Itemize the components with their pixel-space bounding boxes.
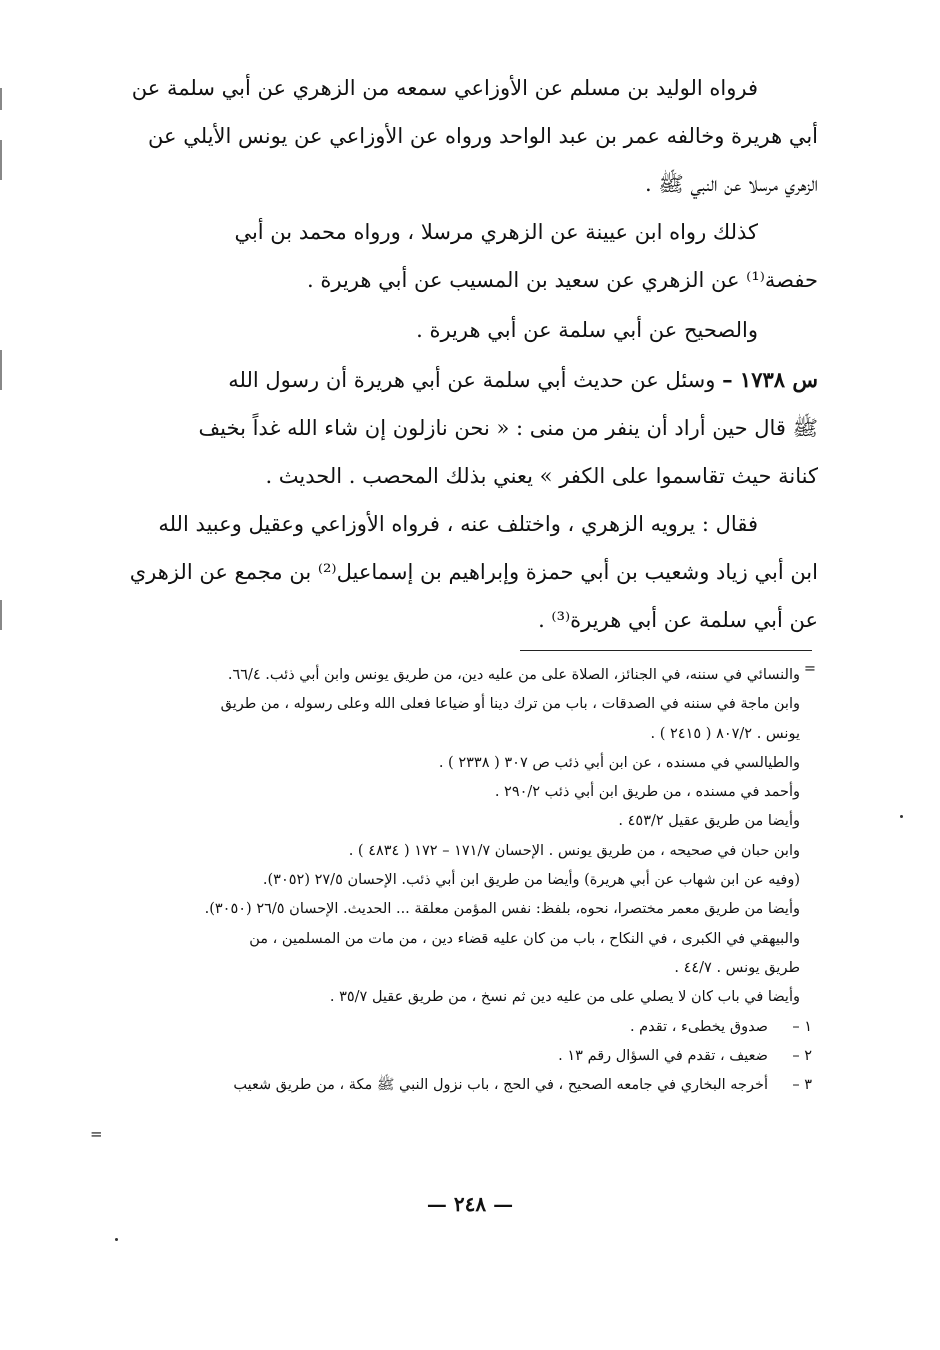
text-line (118, 356, 818, 404)
footnote-text: صدوق يخطىء ، تقدم . (629, 1018, 768, 1035)
paragraph-3 (118, 306, 818, 354)
scan-edge-mark (0, 140, 2, 180)
paragraph-2 (118, 208, 818, 304)
paragraph-1 (118, 64, 818, 208)
footnote-line: وابن حبان في صحيحه ، من طريق يونس . الإحسان ١٧١/٧ – ١٧٢ ( ٤٨٣٤ ) . (348, 842, 800, 859)
page-number: — ٢٤٨ — (426, 1192, 514, 1216)
footnote-text: أخرجه البخاري في جامعه الصحيح ، في الحج ، باب نزول النبي ﷺ مكة ، من طريق شعيب (233, 1077, 768, 1094)
scan-edge-mark (0, 600, 2, 630)
answer-paragraph (118, 500, 818, 644)
text-line: كنانة حيث تقاسموا على الكفر » يعني بذلك المحصب . الحديث . (265, 464, 818, 488)
scan-edge-mark (0, 350, 2, 390)
continued-mark: = (803, 661, 816, 677)
footnote-item (100, 1071, 812, 1100)
scan-speck (900, 815, 903, 818)
footnote-line: والنسائي في سننه، في الجنائز، الصلاة على من عليه دين، من طريق يونس وابن أبي ذئب. ٦٦/٤. (227, 667, 800, 683)
text-line: فرواه الوليد بن مسلم عن الأوزاعي سمعه من الزهري عن أبي سلمة عن (131, 76, 758, 100)
text-line: والصحيح عن أبي سلمة عن أبي هريرة . (416, 318, 758, 342)
footnote-line: يونس . ٨٠٧/٢ ( ٢٤١٥ ) . (650, 725, 800, 742)
text-line: الزهري مرسلا عن النبي ﷺ . (645, 172, 818, 196)
footnote-line: وأيضا من طريق معمر مختصرا، نحوه، بلفظ: نفس المؤمن معلقة ... الحديث. الإحسان ٢٦/٥ (٣٠٥٠). (204, 901, 800, 918)
footnote-separator (520, 650, 812, 651)
text-line: أبي هريرة وخالفه عمر بن عبد الواحد ورواه عن الأوزاعي عن يونس الأيلي عن (148, 124, 818, 148)
footnote-number: ٢ – (792, 1047, 812, 1064)
footnote-number: ٣ – (792, 1077, 812, 1094)
question-text: وسئل عن حديث أبي سلمة عن أبي هريرة أن رسول الله (228, 368, 716, 392)
text-line: عن أبي سلمة عن أبي هريرة⁽³⁾ . (538, 608, 818, 632)
footnote-line: وأحمد في مسنده ، من طريق ابن أبي ذئب ٢٩٠/٢ . (494, 784, 800, 801)
footnotes (100, 661, 816, 1100)
continues-mark: = (90, 1125, 103, 1143)
text-line: كذلك رواه ابن عيينة عن الزهري مرسلا ، ورواه محمد بن أبي (234, 220, 758, 244)
text-line: فقال : يرويه الزهري ، واختلف عنه ، فرواه الأوزاعي وعقيل وعبيد الله (158, 512, 758, 536)
text-line: ابن أبي زياد وشعيب بن أبي حمزة وإبراهيم بن إسماعيل⁽²⁾ بن مجمع عن الزهري (129, 560, 818, 584)
footnote-line: والطيالسي في مسنده ، عن ابن أبي ذئب ص ٣٠٧ ( ٢٣٣٨ ) . (438, 754, 800, 771)
text-line: ﷺ قال حين أراد أن ينفر من منى : « نحن نازلون إن شاء الله غداً بخيف (198, 416, 818, 440)
footnote-item (100, 1042, 812, 1071)
footnote-line: (وفيه عن ابن شهاب عن أبي هريرة) وأيضا من طريق ابن أبي ذئب. الإحسان ٢٧/٥ (٣٠٥٢). (262, 872, 800, 889)
scan-edge-mark (0, 88, 2, 110)
scan-speck (115, 1238, 118, 1241)
footnote-line: وأيضا من طريق عقيل ٤٥٣/٢ . (618, 813, 800, 830)
footnote-item (100, 1013, 812, 1042)
footnote-number: ١ – (792, 1018, 812, 1035)
question-paragraph (118, 356, 818, 500)
footnote-line: وابن ماجة في سننه في الصدقات ، باب من ترك دينا أو ضياعا فعلى الله وعلى رسوله ، من طريق (220, 696, 800, 713)
footnote-line: طريق يونس . ٤٤/٧ . (674, 959, 800, 976)
footnote-text: ضعيف ، تقدم في السؤال رقم ١٣ . (558, 1047, 768, 1064)
text-line: حفصة⁽¹⁾ عن الزهري عن سعيد بن المسيب عن أبي هريرة . (307, 268, 818, 292)
question-number: س ١٧٣٨ – (722, 367, 818, 392)
footnote-line: وأيضا في باب كان لا يصلي على من عليه دين ثم نسخ ، من طريق عقيل ٣٥/٧ . (329, 989, 800, 1006)
footnote-line: والبيهقي في الكبرى ، في النكاح ، باب من كان عليه قضاء دين ، من مات من المسلمين ، من (249, 930, 800, 947)
